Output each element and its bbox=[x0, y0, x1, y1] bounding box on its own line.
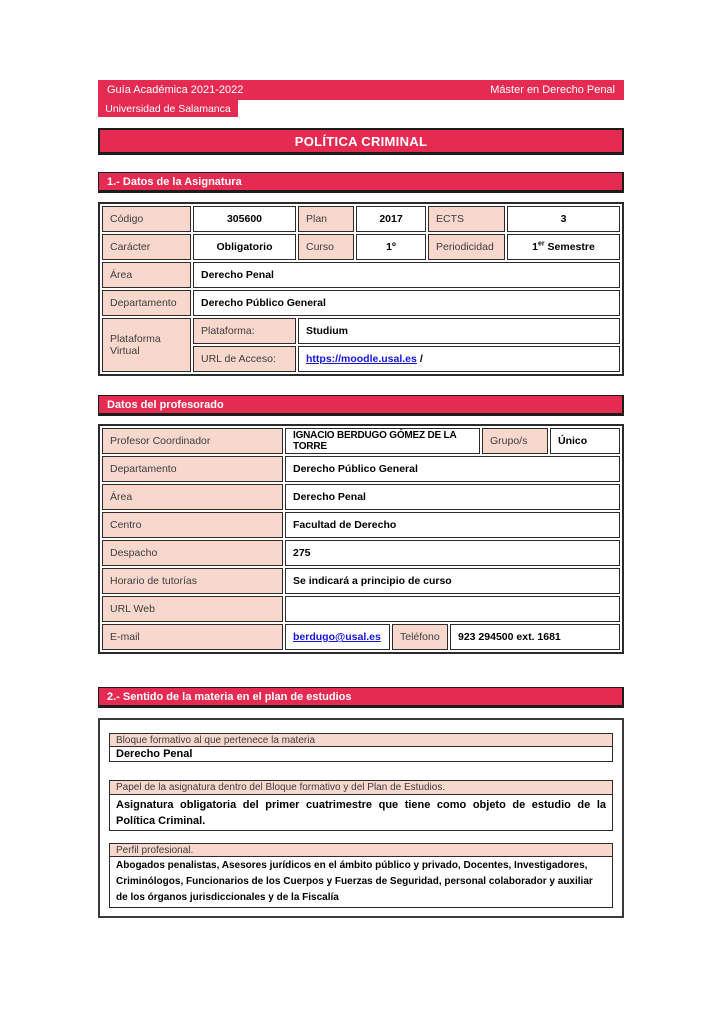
url-acceso-label: URL de Acceso: bbox=[193, 346, 296, 372]
sentido-materia-box bbox=[98, 718, 624, 918]
course-title-bar bbox=[98, 128, 624, 155]
perfil-profesional-label: Perfil profesional. bbox=[109, 843, 613, 857]
horario-label: Horario de tutorías bbox=[102, 568, 283, 594]
grupos-value: Único bbox=[550, 428, 620, 454]
table-row bbox=[102, 262, 620, 288]
table-row bbox=[102, 540, 620, 566]
guide-title: Guía Académica 2021-2022 bbox=[107, 84, 244, 96]
university-banner bbox=[98, 100, 238, 117]
caracter-value: Obligatorio bbox=[193, 234, 296, 260]
area-label: Área bbox=[102, 262, 191, 288]
email-cell bbox=[285, 624, 390, 650]
email-label: E-mail bbox=[102, 624, 283, 650]
url-web-label: URL Web bbox=[102, 596, 283, 622]
table-row bbox=[102, 512, 620, 538]
bloque-formativo-value: Derecho Penal bbox=[109, 746, 613, 762]
curso-value: 1º bbox=[356, 234, 426, 260]
ects-value: 3 bbox=[507, 206, 620, 232]
section1-heading: 1.- Datos de la Asignatura bbox=[107, 175, 242, 188]
plataforma-label: Plataforma: bbox=[193, 318, 296, 344]
table-row bbox=[102, 290, 620, 316]
program-title: Máster en Derecho Penal bbox=[490, 84, 615, 96]
section2-heading-bar bbox=[98, 687, 624, 708]
periodicidad-value bbox=[507, 234, 620, 260]
telefono-value: 923 294500 ext. 1681 bbox=[450, 624, 620, 650]
plataforma-value: Studium bbox=[298, 318, 620, 344]
table-row bbox=[102, 428, 620, 454]
horario-value: Se indicará a principio de curso bbox=[285, 568, 620, 594]
despacho-value: 275 bbox=[285, 540, 620, 566]
area-value: Derecho Penal bbox=[193, 262, 620, 288]
prof-departamento-value: Derecho Público General bbox=[285, 456, 620, 482]
section2-heading: 2.- Sentido de la materia en el plan de estudios bbox=[107, 690, 352, 703]
profesorado-table bbox=[98, 424, 624, 654]
caracter-label: Carácter bbox=[102, 234, 191, 260]
codigo-value: 305600 bbox=[193, 206, 296, 232]
departamento-value: Derecho Público General bbox=[193, 290, 620, 316]
plataforma-virtual-label: Plataforma Virtual bbox=[102, 318, 191, 372]
table-row-plataforma bbox=[102, 318, 620, 372]
telefono-label: Teléfono bbox=[392, 624, 448, 650]
periodicidad-label: Periodicidad bbox=[428, 234, 505, 260]
coordinador-label: Profesor Coordinador bbox=[102, 428, 283, 454]
table-row bbox=[102, 456, 620, 482]
centro-value: Facultad de Derecho bbox=[285, 512, 620, 538]
despacho-label: Despacho bbox=[102, 540, 283, 566]
asignatura-table bbox=[98, 202, 624, 376]
moodle-link[interactable]: https://moodle.usal.es bbox=[306, 353, 417, 365]
page-content bbox=[98, 80, 624, 918]
table-row bbox=[102, 624, 620, 650]
prof-area-label: Área bbox=[102, 484, 283, 510]
prof-area-value: Derecho Penal bbox=[285, 484, 620, 510]
table-row bbox=[102, 596, 620, 622]
centro-label: Centro bbox=[102, 512, 283, 538]
table-row bbox=[102, 234, 620, 260]
prof-departamento-label: Departamento bbox=[102, 456, 283, 482]
url-suffix: / bbox=[419, 353, 423, 365]
bloque-formativo-label: Bloque formativo al que pertenece la materia bbox=[109, 733, 613, 747]
papel-asignatura-value: Asignatura obligatoria del primer cuatrimestre que tiene como objeto de estudio de la Política Criminal. bbox=[109, 794, 613, 831]
email-link[interactable]: berdugo@usal.es bbox=[293, 631, 381, 643]
profesorado-heading-bar bbox=[98, 395, 624, 416]
university-name: Universidad de Salamanca bbox=[105, 102, 231, 115]
table-row bbox=[102, 206, 620, 232]
plan-label: Plan bbox=[298, 206, 354, 232]
curso-label: Curso bbox=[298, 234, 354, 260]
course-title: POLÍTICA CRIMINAL bbox=[294, 133, 428, 149]
coordinador-value: IGNACIO BERDUGO GÓMEZ DE LA TORRE bbox=[285, 428, 480, 454]
departamento-label: Departamento bbox=[102, 290, 191, 316]
section1-heading-bar bbox=[98, 172, 624, 193]
header-banner bbox=[98, 80, 624, 100]
url-web-value bbox=[285, 596, 620, 622]
plan-value: 2017 bbox=[356, 206, 426, 232]
url-acceso-cell bbox=[298, 346, 620, 372]
periodicidad-text: 1er Semestre bbox=[532, 240, 595, 253]
table-row bbox=[102, 484, 620, 510]
table-row bbox=[102, 568, 620, 594]
codigo-label: Código bbox=[102, 206, 191, 232]
grupos-label: Grupo/s bbox=[482, 428, 548, 454]
perfil-profesional-value: Abogados penalistas, Asesores jurídicos en el ámbito público y privado, Docentes, Investigadores, Criminólogos, Funcionarios de los Cuerpos y Fuerzas de Seguridad, personal colaborador y auxiliar de los órganos jurisdiccionales y de la Fiscalía bbox=[109, 856, 613, 908]
papel-asignatura-label: Papel de la asignatura dentro del Bloque formativo y del Plan de Estudios. bbox=[109, 780, 613, 795]
profesorado-heading: Datos del profesorado bbox=[107, 398, 224, 411]
ects-label: ECTS bbox=[428, 206, 505, 232]
